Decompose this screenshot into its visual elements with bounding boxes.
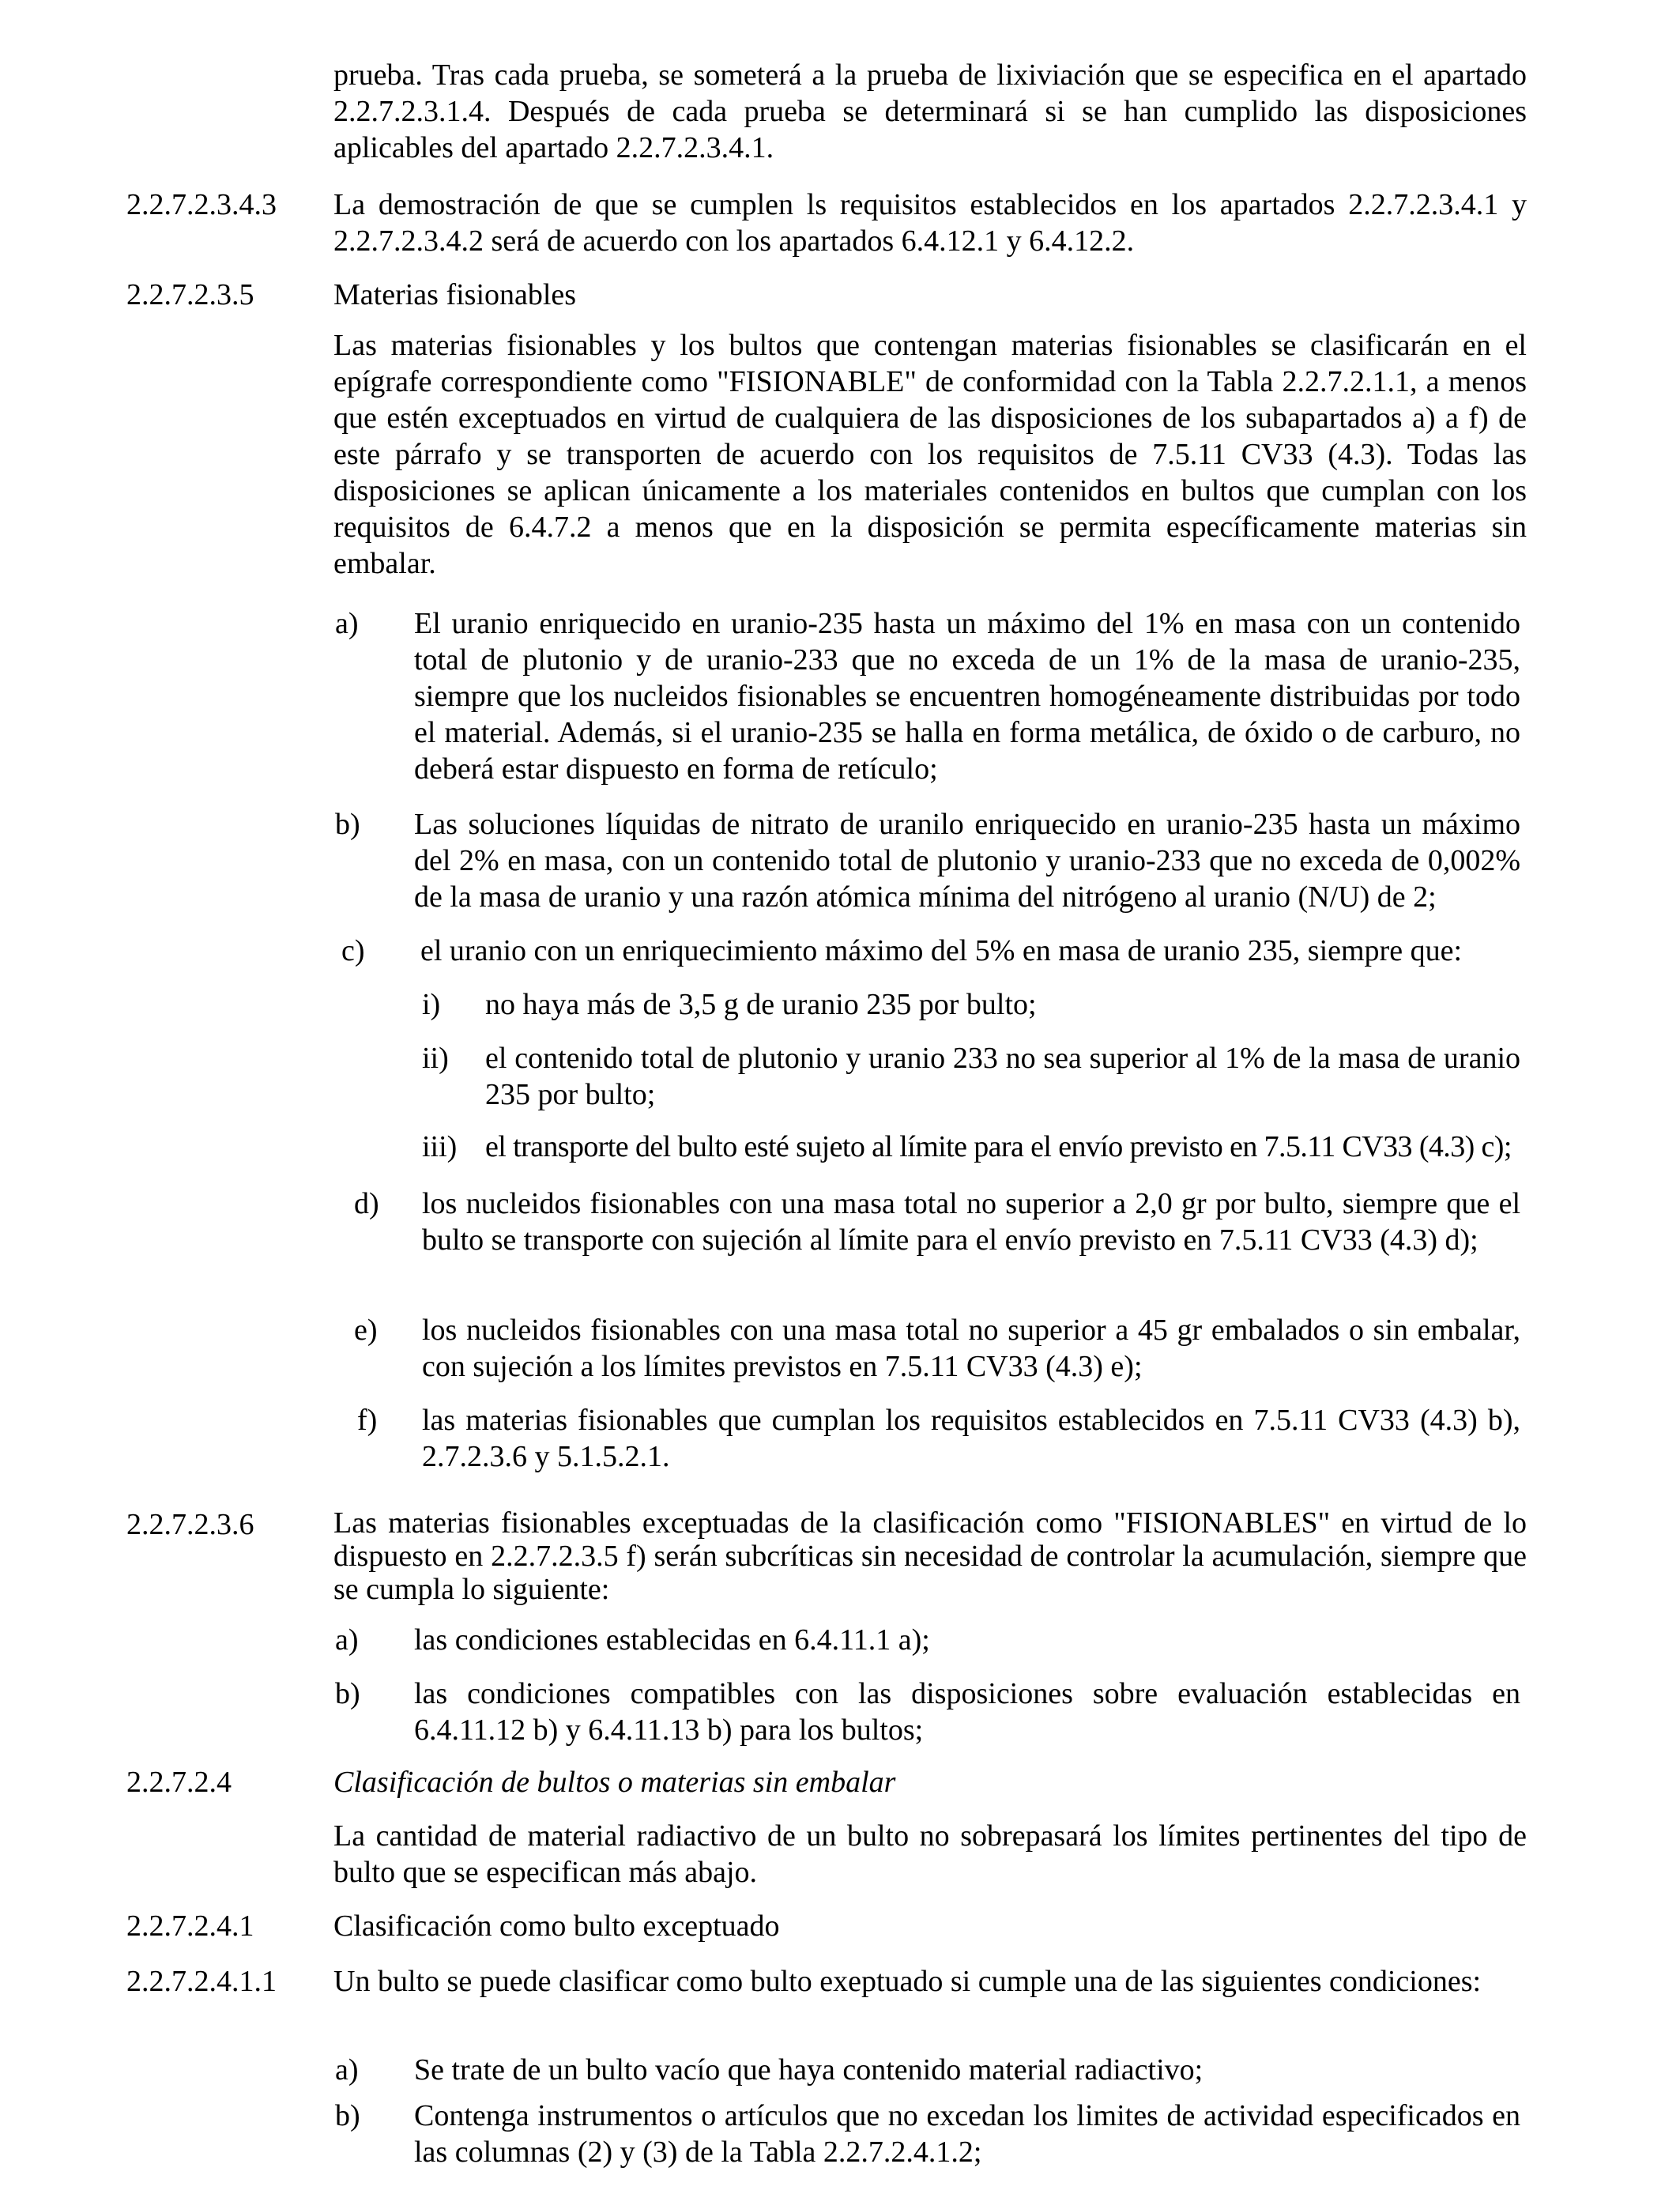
list-item-text: Las soluciones líquidas de nitrato de uranilo enriquecido en uranio-235 hasta un máximo del 2% en masa, con un contenido total de plutonio y uranio-233 que no exceda de 0,002% de la masa de uranio y una razón atómica mínima del nitrógeno al uranio (N/U) de 2; [414, 808, 1520, 914]
list-item-label: a) [335, 2053, 359, 2087]
list-item-text: las condiciones compatibles con las disposiciones sobre evaluación establecidas en 6.4.11.12 b) y 6.4.11.13 b) para los bultos; [414, 1677, 1520, 1747]
list-item-text: las materias fisionables que cumplan los requisitos establecidos en 7.5.11 CV33 (4.3) b), 2.7.2.3.6 y 5.1.5.2.1. [422, 1404, 1520, 1473]
list-item-label: b) [335, 2099, 360, 2132]
list-item-text: Contenga instrumentos o artículos que no excedan los limites de actividad especificados en las columnas (2) y (3) de la Tabla 2.2.7.2.4.1.2; [414, 2099, 1520, 2169]
list-item-label: a) [335, 607, 359, 640]
sublist-item-label: ii) [422, 1042, 449, 1075]
section-heading: Materias fisionables [333, 278, 577, 311]
section-number: 2.2.7.2.4 [126, 1766, 232, 1799]
section-heading: Clasificación de bultos o materias sin embalar [333, 1766, 896, 1799]
list-item-label: b) [335, 808, 360, 841]
list-item-text: Se trate de un bulto vacío que haya contenido material radiactivo; [414, 2053, 1203, 2087]
section-heading: Clasificación como bulto exceptuado [333, 1909, 780, 1943]
sublist-item-text: el transporte del bulto esté sujeto al límite para el envío previsto en 7.5.11 CV33 (4.3) c); [485, 1130, 1512, 1163]
list-item-label: b) [335, 1677, 360, 1710]
section-number: 2.2.7.2.3.5 [126, 278, 254, 311]
section-text: La cantidad de material radiactivo de un bulto no sobrepasará los límites pertinentes del tipo de bulto que se especifican más abajo. [333, 1819, 1527, 1889]
sublist-item-text: no haya más de 3,5 g de uranio 235 por bulto; [485, 988, 1037, 1021]
section-number: 2.2.7.2.3.6 [126, 1508, 254, 1541]
list-item-label: f) [357, 1404, 378, 1437]
section-text: Las materias fisionables exceptuadas de la clasificación como "FISIONABLES" en virtud de lo dispuesto en 2.2.7.2.3.5 f) serán subcríticas sin necesidad de controlar la acumulación, siempre que se cumpla lo siguiente: [333, 1506, 1527, 1606]
sublist-item-label: i) [422, 988, 441, 1021]
list-item-text: el uranio con un enriquecimiento máximo del 5% en masa de uranio 235, siempre que: [420, 934, 1462, 967]
section-number: 2.2.7.2.4.1.1 [126, 1965, 277, 1998]
list-item-text: El uranio enriquecido en uranio-235 hasta un máximo del 1% en masa con un contenido total de plutonio y de uranio-233 que no exceda de un 1% de la masa de uranio-235, siempre que los nucleidos fisionables se encuentren homogéneamente distribuidas por todo el material. Además, si el uranio-235 se halla en forma metálica, de óxido o de carburo, no deberá estar dispuesto en forma de retículo; [414, 607, 1520, 786]
section-text: Un bulto se puede clasificar como bulto exeptuado si cumple una de las siguientes condiciones: [333, 1965, 1482, 1998]
sublist-item-label: iii) [422, 1130, 458, 1163]
list-item-label: c) [341, 934, 365, 967]
section-number: 2.2.7.2.3.4.3 [126, 188, 277, 221]
section-text: La demostración de que se cumplen ls requisitos establecidos en los apartados 2.2.7.2.3.4.1 y 2.2.7.2.3.4.2 será de acuerdo con los apartados 6.4.12.1 y 6.4.12.2. [333, 188, 1527, 258]
continuation-paragraph: prueba. Tras cada prueba, se someterá a la prueba de lixiviación que se especifica en el apartado 2.2.7.2.3.1.4. Después de cada prueba se determinará si se han cumplido las disposiciones aplicables del apartado 2.2.7.2.3.4.1. [333, 58, 1527, 164]
list-item-label: d) [354, 1187, 379, 1220]
list-item-text: los nucleidos fisionables con una masa total no superior a 2,0 gr por bulto, siempre que el bulto se transporte con sujeción al límite para el envío previsto en 7.5.11 CV33 (4.3) d); [422, 1187, 1520, 1257]
list-item-text: las condiciones establecidas en 6.4.11.1 a); [414, 1623, 930, 1657]
sublist-item-text: el contenido total de plutonio y uranio 233 no sea superior al 1% de la masa de uranio 235 por bulto; [485, 1042, 1520, 1111]
list-item-label: e) [354, 1314, 378, 1347]
section-text: Las materias fisionables y los bultos que contengan materias fisionables se clasificarán en el epígrafe correspondiente como "FISIONABLE" de conformidad con la Tabla 2.2.7.2.1.1, a menos que estén exceptuados en virtud de cualquiera de las disposiciones de los subapartados a) a f) de este párrafo y se transporten de acuerdo con los requisitos de 7.5.11 CV33 (4.3). Todas las disposiciones se aplican únicamente a los materiales contenidos en bultos que cumplan con los requisitos de 6.4.7.2 a menos que en la disposición se permita específicamente materias sin embalar. [333, 329, 1527, 580]
list-item-label: a) [335, 1623, 359, 1657]
section-number: 2.2.7.2.4.1 [126, 1909, 254, 1943]
list-item-text: los nucleidos fisionables con una masa total no superior a 45 gr embalados o sin embalar, con sujeción a los límites previstos en 7.5.11 CV33 (4.3) e); [422, 1314, 1520, 1383]
